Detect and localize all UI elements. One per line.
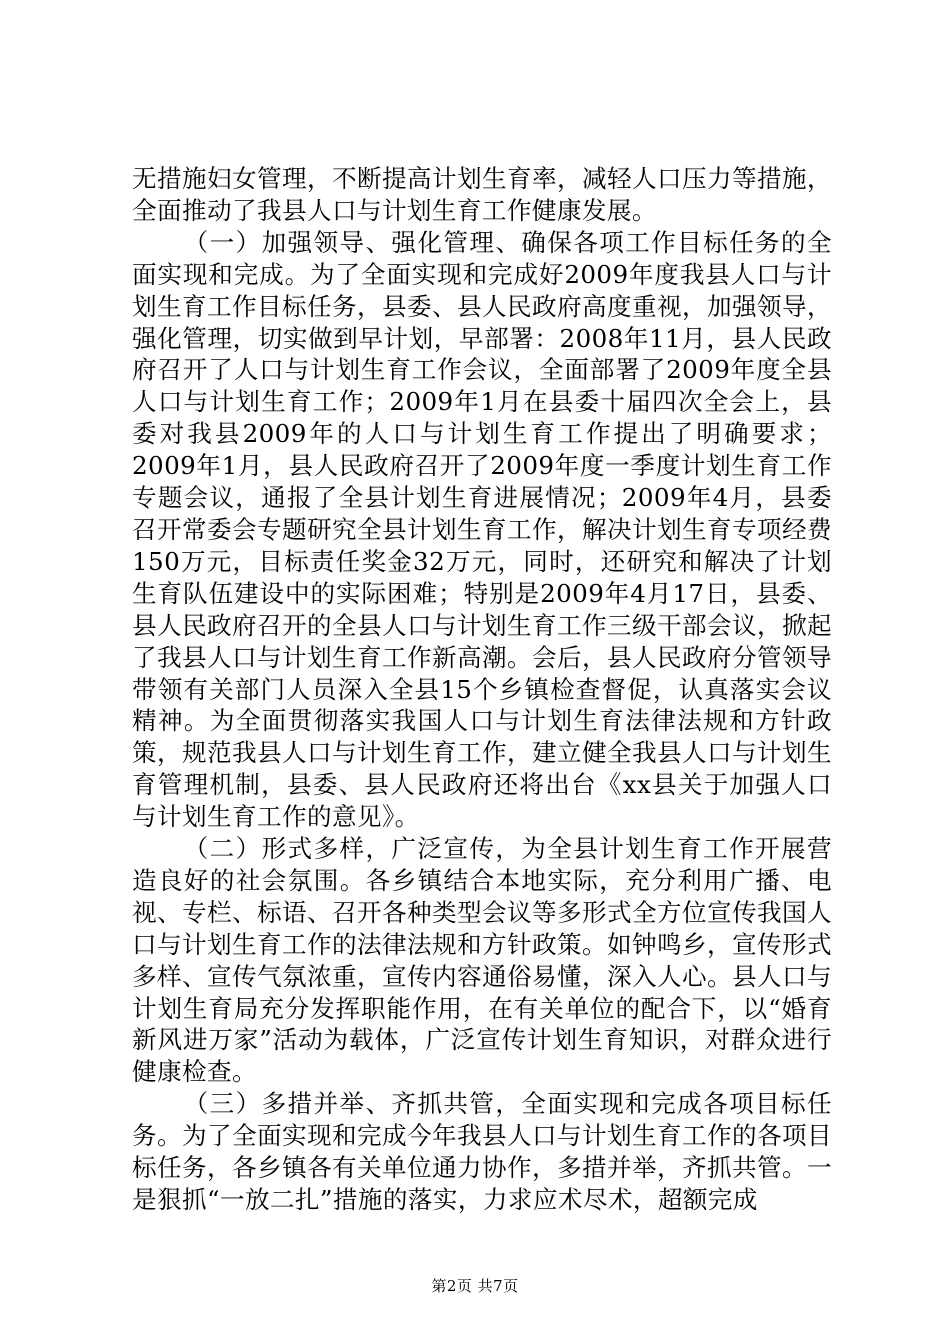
paragraph-2: （一）加强领导、强化管理、确保各项工作目标任务的全面实现和完成。为了全面实现和完成好2009年度我县人口与计划生育工作目标任务，县委、县人民政府高度重视，加强领导，强化管理，切实做到早计划，早部署：2008年11月，县人民政府召开了人口与计划生育工作会议，全面部署了2009年度全县人口与计划生育工作；2009年1月在县委十届四次全会上，县委对我县2009年的人口与计划生育工作提出了明确要求；2009年1月，县人民政府召开了2009年度一季度计划生育工作专题会议，通报了全县计划生育进展情况；2009年4月，县委召开常委会专题研究全县计划生育工作，解决计划生育专项经费150万元，目标责任奖金32万元，同时，还研究和解决了计划生育队伍建设中的实际困难；特别是2009年4月17日，县委、县人民政府召开的全县人口与计划生育工作三级干部会议，掀起了我县人口与计划生育工作新高潮。会后，县人民政府分管领导带领有关部门人员深入全县15个乡镇检查督促，认真落实会议精神。为全面贯彻落实我国人口与计划生育法律法规和方针政策，规范我县人口与计划生育工作，建立健全我县人口与计划生育管理机制，县委、县人民政府还将出台《xx县关于加强人口与计划生育工作的意见》。	[132, 227, 832, 832]
paragraph-3: （二）形式多样，广泛宣传，为全县计划生育工作开展营造良好的社会氛围。各乡镇结合本地实际，充分利用广播、电视、专栏、标语、召开各种类型会议等多形式全方位宣传我国人口与计划生育工作的法律法规和方针政策。如钟鸣乡，宣传形式多样、宣传气氛浓重，宣传内容通俗易懂，深入人心。县人口与计划生育局充分发挥职能作用，在有关单位的配合下，以“婚育新风进万家”活动为载体，广泛宣传计划生育知识，对群众进行健康检查。	[132, 834, 832, 1087]
paragraph-4: （三）多措并举、齐抓共管，全面实现和完成各项目标任务。为了全面实现和完成今年我县人口与计划生育工作的各项目标任务，各乡镇各有关单位通力协作，多措并举，齐抓共管。一是狠抓“一放二扎”措施的落实，力求应术尽术，超额完成	[132, 1089, 832, 1214]
page-number-footer: 第2页 共7页	[431, 1277, 519, 1295]
paragraph-1: 无措施妇女管理，不断提高计划生育率，减轻人口压力等措施，全面推动了我县人口与计划生育工作健康发展。	[132, 164, 832, 225]
document-body	[132, 163, 832, 1216]
